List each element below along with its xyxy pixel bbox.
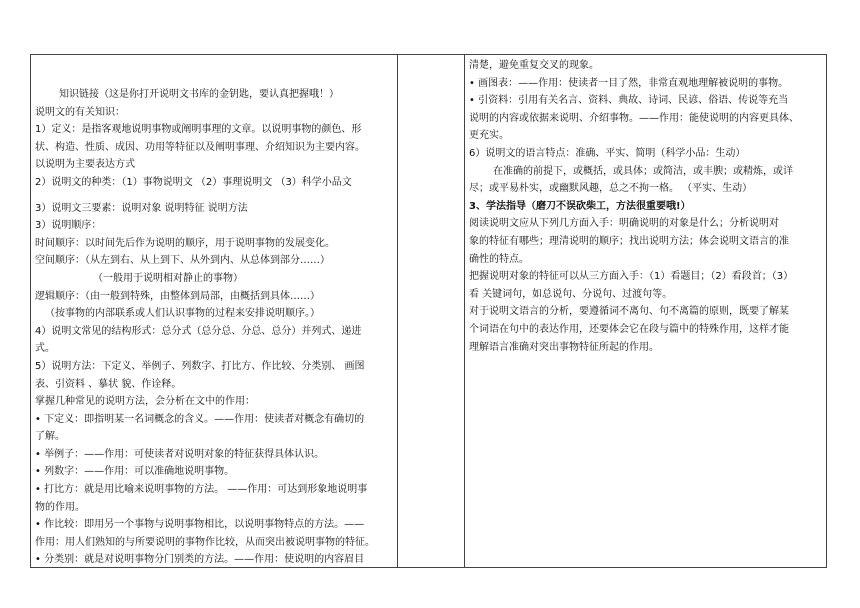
- text-line: 5）说明方法：下定义、举例子、列数字、打比方、作比较、分类别、 画图: [35, 360, 365, 372]
- text-line: • 列数字：——作用：可以准确地说明事物。: [35, 466, 235, 478]
- text-line: 6）说明文的语言特点：准确、平实、简明（科学小品：生动）: [469, 147, 746, 159]
- text-line: 把握说明对象的特征可以从三方面入手：（1）看题目；（2）看段首；（3）: [469, 271, 794, 283]
- text-line: 表、引资料 、摹状 貌、作诠释。: [35, 378, 182, 390]
- text-line: 时间顺序：以时间先后作为说明的顺序，用于说明事物的发展变化。: [35, 237, 335, 249]
- text-line: 清楚，避免重复交叉的现象。: [469, 60, 599, 71]
- text-line: • 下定义：即指明某一名词概念的含义。——作用：使读者对概念有确切的: [35, 413, 365, 425]
- notes-table: [30, 54, 827, 568]
- text-line: 在准确的前提下，或概括，或具体；或简洁，或丰腴；或精炼，或详: [493, 165, 793, 177]
- text-line: • 引资料：引用有关名言、资料、典故、诗词、民谚、俗语、传说等充当: [469, 95, 789, 107]
- text-line: 说明的内容或依据来说明、介绍事物。——作用：能使说明的内容更具体、: [469, 112, 799, 124]
- column-divider: [464, 55, 465, 567]
- text-line: 3、学法指导（磨刀不误砍柴工，方法很重要哦!）: [469, 200, 691, 212]
- text-line: 说明文的有关知识：: [35, 106, 125, 118]
- text-line: • 举例子：——作用：可使读者对说明对象的特征获得具体认识。: [35, 448, 325, 460]
- text-line: 看 关键词句，如总说句、分说句、过渡句等。: [469, 288, 673, 300]
- text-line: 4）说明文常见的结构形式：总分式（总分总、分总、总分）并列式、递进: [35, 325, 362, 337]
- empty-middle-column: [399, 55, 463, 567]
- text-line: 1）定义：是指客观地说明事物或阐明事理的文章。以说明事物的颜色、形: [35, 124, 362, 136]
- text-line: 知识链接（这是你打开说明文书库的金钥匙，要认真把握哦！）: [59, 89, 339, 100]
- text-line: 空间顺序：（从左到右、从上到下、从外到内、从总体到部分……）: [35, 255, 330, 267]
- text-line: • 分类别：就是对说明事物分门别类的方法。——作用：使说明的内容眉目: [35, 554, 365, 566]
- right-text-column: [469, 55, 824, 567]
- text-line: 状、构造、性质、成因、功用等特征以及阐明事理、介绍知识为主要内容。: [35, 141, 365, 153]
- text-line: 物的作用。: [35, 501, 85, 513]
- text-line: • 打比方：就是用比喻来说明事物的方法。 ——作用：可达到形象地说明事: [35, 484, 368, 496]
- text-line: • 画图表：——作用：使读者一目了然，非常直观地理解被说明的事物。: [469, 77, 789, 89]
- text-line: 阅读说明文应从下列几方面入手：明确说明的对象是什么；分析说明对: [469, 218, 779, 230]
- text-line: 确性的特点。: [469, 253, 529, 265]
- text-line: 2）说明文的种类：（1）事物说明文 （2）事理说明文 （3）科学小品文: [35, 176, 352, 188]
- text-line: 作用：用人们熟知的与所要说明的事物作比较，从而突出被说明事物的特征。: [35, 536, 375, 548]
- text-line: 以说明为主要表达方式: [35, 159, 135, 171]
- text-line: （按事物的内部联系或人们认识事物的过程来安排说明顺序。）: [45, 308, 320, 320]
- text-line: 3）说明顺序：: [35, 220, 102, 232]
- text-line: 象的特征有哪些；理清说明的顺序；找出说明方法；体会说明文语言的准: [469, 235, 789, 247]
- text-line: 了解。: [35, 431, 65, 443]
- left-text-column: [35, 55, 395, 567]
- text-line: 对于说明文语言的分析，要遵循词不离句、句不离篇的原则，既要了解某: [469, 306, 789, 318]
- text-line: 尽；或平易朴实，或幽默风趣，总之不拘一格。 （平实、生动）: [469, 183, 753, 195]
- text-line: 掌握几种常见的说明方法，会分析在文中的作用：: [35, 396, 255, 408]
- text-line: 3）说明文三要素：说明对象 说明特征 说明方法: [35, 202, 248, 214]
- column-divider: [397, 55, 398, 567]
- text-line: • 作比较：即用另一个事物与说明事物相比，以说明事物特点的方法。——: [35, 519, 365, 531]
- text-line: 个词语在句中的表达作用，还要体会它在段与篇中的特殊作用，这样才能: [469, 323, 789, 335]
- text-line: 更充实。: [469, 130, 509, 142]
- text-line: 式。: [35, 343, 55, 355]
- text-line: （一般用于说明相对静止的事物）: [93, 272, 243, 284]
- text-line: 理解语言准确对突出事物特征所起的作用。: [469, 341, 659, 353]
- text-line: 逻辑顺序：（由一般到特殊，由整体到局部，由概括到具体……）: [35, 290, 320, 302]
